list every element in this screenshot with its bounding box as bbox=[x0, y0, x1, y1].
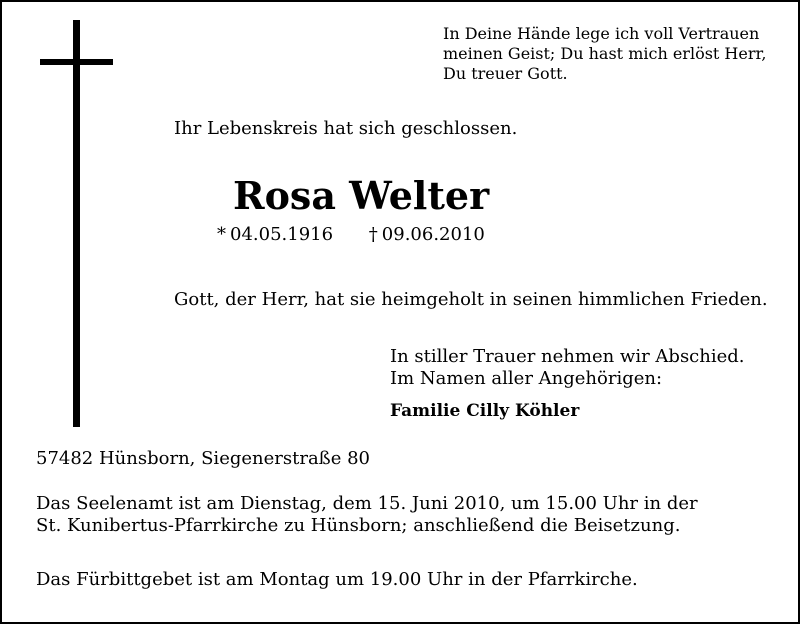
intro-text: Ihr Lebenskreis hat sich geschlossen. bbox=[174, 118, 518, 139]
deceased-name: Rosa Welter bbox=[233, 173, 490, 218]
cross-icon-crossbar bbox=[40, 59, 113, 65]
mourning-line-2: Im Namen aller Angehörigen: bbox=[390, 368, 663, 389]
family-name: Familie Cilly Köhler bbox=[390, 401, 580, 421]
verse-line-3: Du treuer Gott. bbox=[443, 64, 568, 83]
prayer-text: Das Fürbittgebet ist am Montag um 19.00 Uhr in der Pfarrkirche. bbox=[36, 569, 638, 590]
verse-line-1: In Deine Hände lege ich voll Vertrauen bbox=[443, 24, 760, 43]
mourning-text bbox=[390, 346, 745, 390]
bible-verse bbox=[443, 24, 783, 84]
requiem-line-1: Das Seelenamt ist am Dienstag, dem 15. Juni 2010, um 15.00 Uhr in der bbox=[36, 493, 698, 514]
life-dates bbox=[217, 224, 485, 246]
death-date: 09.06.2010 bbox=[381, 224, 485, 245]
mourning-line-1: In stiller Trauer nehmen wir Abschied. bbox=[390, 346, 745, 367]
verse-line-2: meinen Geist; Du hast mich erlöst Herr, bbox=[443, 44, 767, 63]
birth-symbol: * bbox=[217, 224, 226, 245]
death-symbol: † bbox=[368, 224, 378, 245]
cross-icon bbox=[73, 20, 80, 427]
address: 57482 Hünsborn, Siegenerstraße 80 bbox=[36, 448, 370, 469]
birth-date: 04.05.1916 bbox=[230, 224, 334, 245]
god-text: Gott, der Herr, hat sie heimgeholt in seinen himmlichen Frieden. bbox=[174, 289, 768, 310]
requiem-line-2: St. Kunibertus-Pfarrkirche zu Hünsborn; anschließend die Beisetzung. bbox=[36, 515, 681, 536]
